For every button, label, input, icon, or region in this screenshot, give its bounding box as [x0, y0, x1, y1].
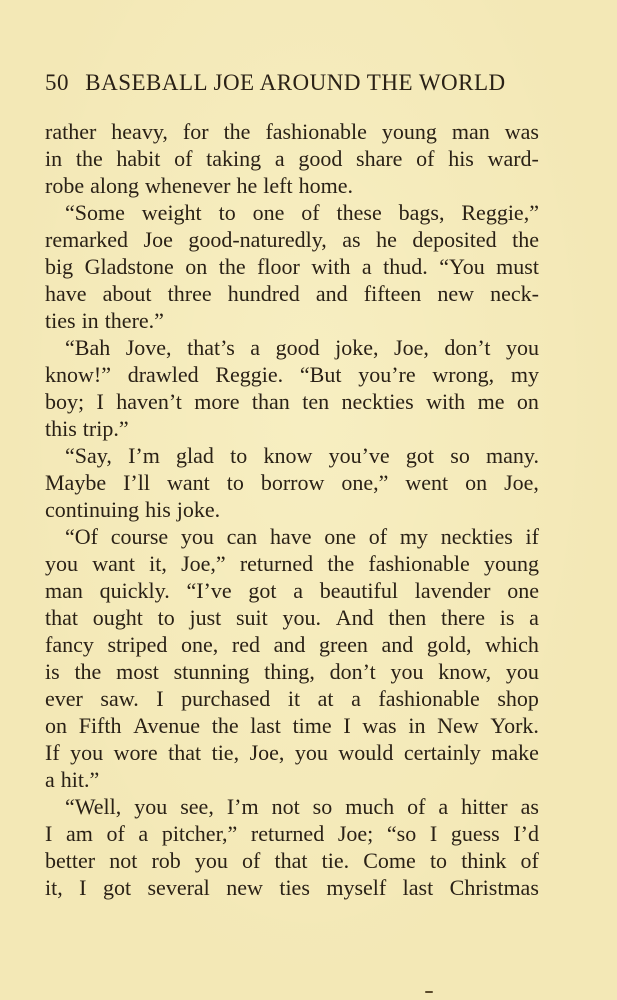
text-line: better not rob you of that tie. Come to think of	[45, 848, 539, 873]
text-line: If you wore that tie, Joe, you would certainly make	[45, 740, 539, 765]
text-line: “Of course you can have one of my neckties if	[65, 524, 539, 549]
text-line: this trip.”	[45, 416, 129, 441]
text-line: you want it, Joe,” returned the fashionable young	[45, 551, 539, 576]
running-head	[45, 70, 525, 104]
text-line: in the habit of taking a good share of his ward-	[45, 146, 539, 171]
text-line: on Fifth Avenue the last time I was in New York.	[45, 713, 539, 738]
text-line: robe along whenever he left home.	[45, 173, 353, 198]
text-line: have about three hundred and fifteen new neck-	[45, 281, 539, 306]
text-line: remarked Joe good-naturedly, as he deposited the	[45, 227, 539, 252]
text-line: I am of a pitcher,” returned Joe; “so I guess I’d	[45, 821, 539, 846]
text-line: that ought to just suit you. And then there is a	[45, 605, 539, 630]
text-line: “Say, I’m glad to know you’ve got so many.	[65, 443, 539, 468]
text-line: “Bah Jove, that’s a good joke, Joe, don’t you	[65, 335, 539, 360]
text-line: rather heavy, for the fashionable young man was	[45, 119, 539, 144]
page-number: 50	[45, 70, 69, 95]
text-line: “Some weight to one of these bags, Reggie,”	[65, 200, 539, 225]
text-line: “Well, you see, I’m not so much of a hitter as	[65, 794, 539, 819]
text-line: man quickly. “I’ve got a beautiful lavender one	[45, 578, 539, 603]
text-line: it, I got several new ties myself last Christmas	[45, 875, 539, 900]
text-line: Maybe I’ll want to borrow one,” went on Joe,	[45, 470, 539, 495]
paper-speck	[425, 991, 433, 993]
text-line: continuing his joke.	[45, 497, 221, 522]
text-line: is the most stunning thing, don’t you know, you	[45, 659, 539, 684]
text-line: ever saw. I purchased it at a fashionable shop	[45, 686, 539, 711]
text-line: ties in there.”	[45, 308, 164, 333]
text-line: big Gladstone on the floor with a thud. “You must	[45, 254, 539, 279]
running-title: BASEBALL JOE AROUND THE WORLD	[85, 70, 506, 95]
text-line: know!” drawled Reggie. “But you’re wrong, my	[45, 362, 539, 387]
body-text	[45, 118, 539, 901]
text-line: boy; I haven’t more than ten neckties with me on	[45, 389, 539, 414]
text-line: fancy striped one, red and green and gold, which	[45, 632, 539, 657]
text-line: a hit.”	[45, 767, 100, 792]
